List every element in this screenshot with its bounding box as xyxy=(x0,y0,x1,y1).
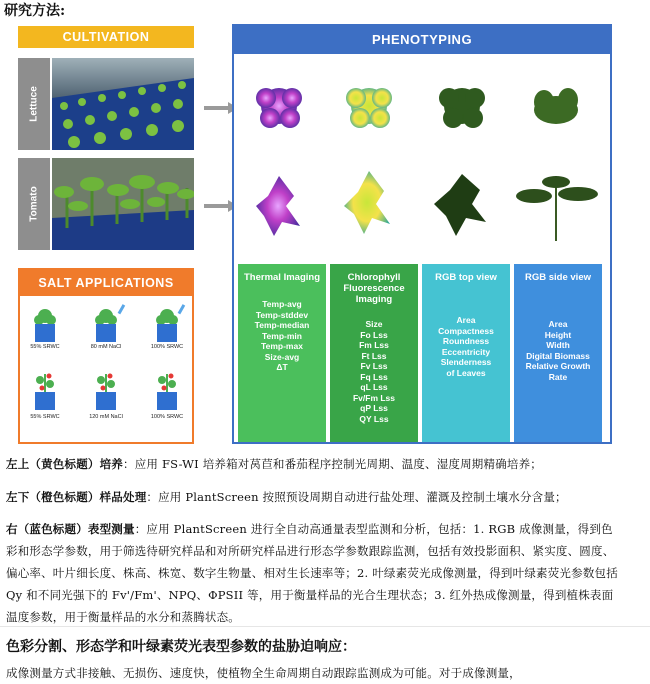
phenotyping-label: PHENOTYPING xyxy=(234,26,610,54)
lettuce-photo xyxy=(52,58,194,150)
column-title: Thermal Imaging xyxy=(243,272,320,283)
column-title: RGB top view xyxy=(435,272,497,283)
param-item: Fv/Fm Lss xyxy=(352,392,396,403)
param-item: Fv Lss xyxy=(360,361,388,371)
param-item: Eccentricity xyxy=(441,346,491,357)
tomato-rgb-side-image xyxy=(516,176,598,241)
param-item: Compactness xyxy=(438,325,494,336)
param-item: Roundness xyxy=(442,336,490,346)
column-title: Chlorophyll Fluorescence Imaging xyxy=(343,272,405,305)
param-item: ΔT xyxy=(276,362,288,372)
param-item: Temp-stddev xyxy=(255,309,309,320)
salt-pots-illustration xyxy=(20,296,192,442)
tomato-thermal-image xyxy=(256,176,300,236)
phenotyping-panel xyxy=(232,24,612,444)
paragraph-text: ：应用 PlantScreen 按照预设周期自动进行盐处理、灌溉及控制土壤水分含量； xyxy=(146,490,567,504)
cultivation-label: CULTIVATION xyxy=(18,26,194,48)
paragraph-phenotyping xyxy=(6,518,618,628)
param-item: Digital Biomass xyxy=(526,350,590,361)
param-item: Height xyxy=(544,329,572,340)
column-items xyxy=(330,319,418,424)
chlorophyll-fluorescence-column xyxy=(330,264,418,442)
tomato-rgb-top-image xyxy=(434,174,486,236)
param-item: of Leaves xyxy=(446,367,486,378)
column-title: RGB side view xyxy=(525,272,591,283)
lettuce-rgb-top-image xyxy=(439,88,485,128)
column-items xyxy=(514,319,602,382)
param-item: Width xyxy=(546,340,570,350)
paragraph-bold-label: 左下（橙色标题）样品处理 xyxy=(6,490,147,504)
lettuce-rgb-side-image xyxy=(534,88,578,124)
param-item: Temp-avg xyxy=(262,299,302,309)
param-item: qP Lss xyxy=(360,403,388,413)
rgb-side-view-column xyxy=(514,264,602,442)
param-item: Temp-median xyxy=(254,320,310,330)
subheading: 色彩分割、形态学和叶绿素荧光表型参数的盐胁迫响应： xyxy=(6,639,356,655)
param-item: Ft Lss xyxy=(361,350,387,361)
salt-label: 100% SRWC xyxy=(150,414,184,420)
tomato-label: Tomato xyxy=(18,158,50,250)
methods-figure xyxy=(16,22,614,444)
param-item: Fm Lss xyxy=(359,340,389,350)
lettuce-label: Lettuce xyxy=(18,58,50,150)
salt-label: 55% SRWC xyxy=(30,414,60,420)
lettuce-thermal-image xyxy=(256,88,302,128)
column-items xyxy=(238,299,326,373)
salt-label: 120 mM NaCl xyxy=(89,414,123,420)
paragraph-text: ：应用 PlantScreen 进行全自动高通量表型监测和分析，包括：1. RGB 成像测量，得到色彩和形态学参数，用于筛选待研究样品和对所研究样品进行形态学参数跟踪监测，包括有效投影面积、紧实度、圆度、偏心率、叶片细长度、株高、株宽、数字生物量、相对生长速率等；2. 叶绿素荧光成像测量，得到叶绿素荧光参数包括 Qy 和不同光强下的 Fv'/Fm'、NPQ、ΦPSII 等，用于衡量样品的光合生理状态；3. 红外热成像测量，得到植株表面温度参数，用于衡量样品的水分和蒸腾状态。 xyxy=(6,522,618,624)
tomato-fluorescence-image xyxy=(344,171,390,234)
salt-applications-label: SALT APPLICATIONS xyxy=(20,270,192,296)
param-item: Slenderness xyxy=(440,357,492,367)
param-item: QY Lss xyxy=(359,413,389,424)
param-item: Temp-min xyxy=(262,330,302,341)
param-item: qL Lss xyxy=(360,382,388,392)
tomato-photo xyxy=(52,158,194,250)
column-items xyxy=(422,315,510,378)
param-item: Relative Growth xyxy=(525,361,591,371)
param-item: Area xyxy=(548,319,568,329)
paragraph-text: ：应用 FS-WI 培养箱对莴苣和番茄程序控制光周期、温度、湿度周期精确培养； xyxy=(123,457,543,471)
rgb-top-view-column xyxy=(422,264,510,442)
param-item: Temp-max xyxy=(261,341,303,351)
section-title: 研究方法: xyxy=(4,3,66,19)
lettuce-fluorescence-image xyxy=(346,88,392,128)
param-item: Fq Lss xyxy=(360,371,388,382)
thermal-imaging-column xyxy=(238,264,326,442)
salt-label: 55% SRWC xyxy=(30,344,60,350)
paragraph-sample-treatment xyxy=(6,486,618,508)
salt-applications-panel xyxy=(18,268,194,444)
paragraph-cultivation xyxy=(6,453,618,475)
salt-label: 100% SRWC xyxy=(150,344,184,350)
param-item: Size-avg xyxy=(264,351,300,362)
param-item: Fo Lss xyxy=(360,329,388,340)
section-divider xyxy=(0,626,650,627)
param-item: Rate xyxy=(548,371,568,382)
phenotype-images xyxy=(234,56,610,256)
paragraph-bold-label: 左上（黄色标题）培养 xyxy=(6,457,123,471)
last-line: 成像测量方式非接触、无损伤、速度快，使植物全生命周期自动跟踪监测成为可能。对于成像测量， xyxy=(6,666,521,680)
param-item: Area xyxy=(456,315,476,325)
paragraph-bold-label: 右（蓝色标题）表型测量 xyxy=(6,522,135,536)
salt-label: 80 mM NaCl xyxy=(90,344,122,350)
param-item: Size xyxy=(365,319,383,329)
